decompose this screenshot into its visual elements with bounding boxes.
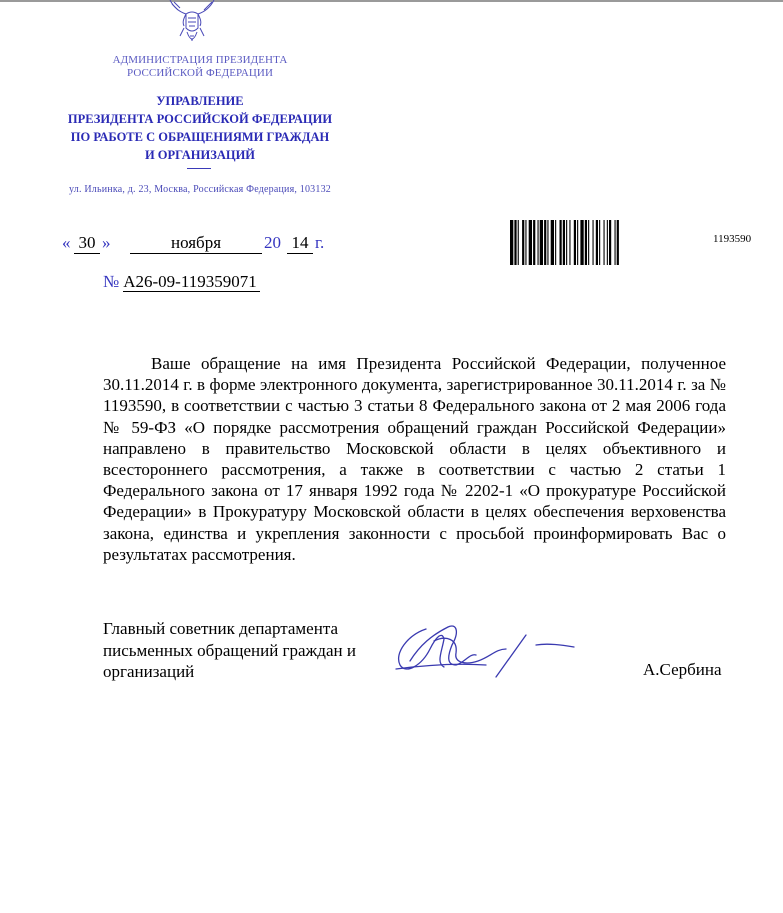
admin-line-2: РОССИЙСКОЙ ФЕДЕРАЦИИ <box>126 67 274 79</box>
barcode-bar <box>615 220 616 265</box>
barcode-bar <box>604 220 605 265</box>
barcode-bar <box>538 220 539 265</box>
barcode <box>510 220 703 265</box>
barcode-bar <box>607 220 608 265</box>
address: ул. Ильинка, д. 23, Москва, Российская Федерация, 103132 <box>69 184 331 195</box>
handwritten-signature-icon <box>386 605 576 685</box>
barcode-bar <box>617 220 619 265</box>
barcode-bar <box>518 220 519 265</box>
barcode-bar <box>522 220 524 265</box>
department-name <box>45 92 355 164</box>
barcode-bar <box>533 220 535 265</box>
barcode-bar <box>566 220 567 265</box>
dept-line-1: УПРАВЛЕНИЕ <box>156 94 244 108</box>
signatory-title-line-1: Главный советник департамента <box>103 619 339 638</box>
date-year-unit: г. <box>315 233 325 252</box>
dept-line-4: И ОРГАНИЗАЦИЙ <box>144 148 256 162</box>
administration-name <box>95 54 305 80</box>
date-year-prefix: 20 <box>264 233 281 252</box>
dept-line-3: ПО РАБОТЕ С ОБРАЩЕНИЯМИ ГРАЖДАН <box>70 130 330 144</box>
barcode-bar <box>588 220 589 265</box>
number-sign: № <box>103 272 120 291</box>
date-day: 30 <box>74 233 100 254</box>
date-month: ноября <box>130 233 262 254</box>
barcode-bar <box>555 220 556 265</box>
barcode-bar <box>596 220 598 265</box>
date-year-suffix: 14 <box>287 233 313 254</box>
barcode-bar <box>593 220 594 265</box>
barcode-bar <box>529 220 532 265</box>
barcode-bar <box>514 220 516 265</box>
barcode-bar <box>599 220 600 265</box>
signatory-name: А.Сербина <box>643 660 722 679</box>
date-open-quote: « <box>62 233 71 252</box>
reference-number-value: А26-09-119359071 <box>123 272 259 292</box>
admin-line-1: АДМИНИСТРАЦИЯ ПРЕЗИДЕНТА <box>112 54 288 66</box>
barcode-bar <box>525 220 526 265</box>
date-close-quote: » <box>102 233 111 252</box>
barcode-bar <box>544 220 546 265</box>
coat-of-arms-icon <box>160 0 224 46</box>
barcode-bar <box>574 220 576 265</box>
barcode-bar <box>569 220 570 265</box>
dept-line-2: ПРЕЗИДЕНТА РОССИЙСКОЙ ФЕДЕРАЦИИ <box>67 112 333 126</box>
barcode-bar <box>540 220 543 265</box>
barcode-number: 1193590 <box>713 233 752 245</box>
barcode-bar <box>551 220 554 265</box>
barcode-bar <box>563 220 565 265</box>
reference-number <box>103 272 260 292</box>
signatory-title-line-3: организаций <box>103 662 195 681</box>
barcode-bar <box>609 220 611 265</box>
letterhead-divider <box>187 168 211 169</box>
top-border-line <box>0 0 783 2</box>
letter-body: Ваше обращение на имя Президента Российской Федерации, полученное 30.11.2014 г. в форме электронного документа, зарегистрированное 30.11.2014 г. за № 1193590, в соответствии с частью 3 статьи 8 Федерального закона от 2 мая 2006 года № 59-ФЗ «О порядке рассмотрения обращений граждан Российской Федерации» направлено в правительство Московской области в целях объективного и всестороннего рассмотрения, а также в соответствии с частью 2 статьи 1 Федерального закона от 17 января 1992 года № 2202-1 «О прокуратуре Российской Федерации» в Прокуратуру Московской области в целях обеспечения верховенства закона, единства и укрепления законности с просьбой проинформировать Вас о результатах рассмотрения. <box>103 354 726 564</box>
barcode-bar <box>585 220 587 265</box>
barcode-bar <box>547 220 548 265</box>
barcode-bar <box>577 220 578 265</box>
barcode-bar <box>510 220 513 265</box>
barcode-bar <box>560 220 562 265</box>
signatory-title <box>103 618 393 683</box>
signatory-title-line-2: письменных обращений граждан и <box>103 640 356 660</box>
barcode-bar <box>580 220 583 265</box>
